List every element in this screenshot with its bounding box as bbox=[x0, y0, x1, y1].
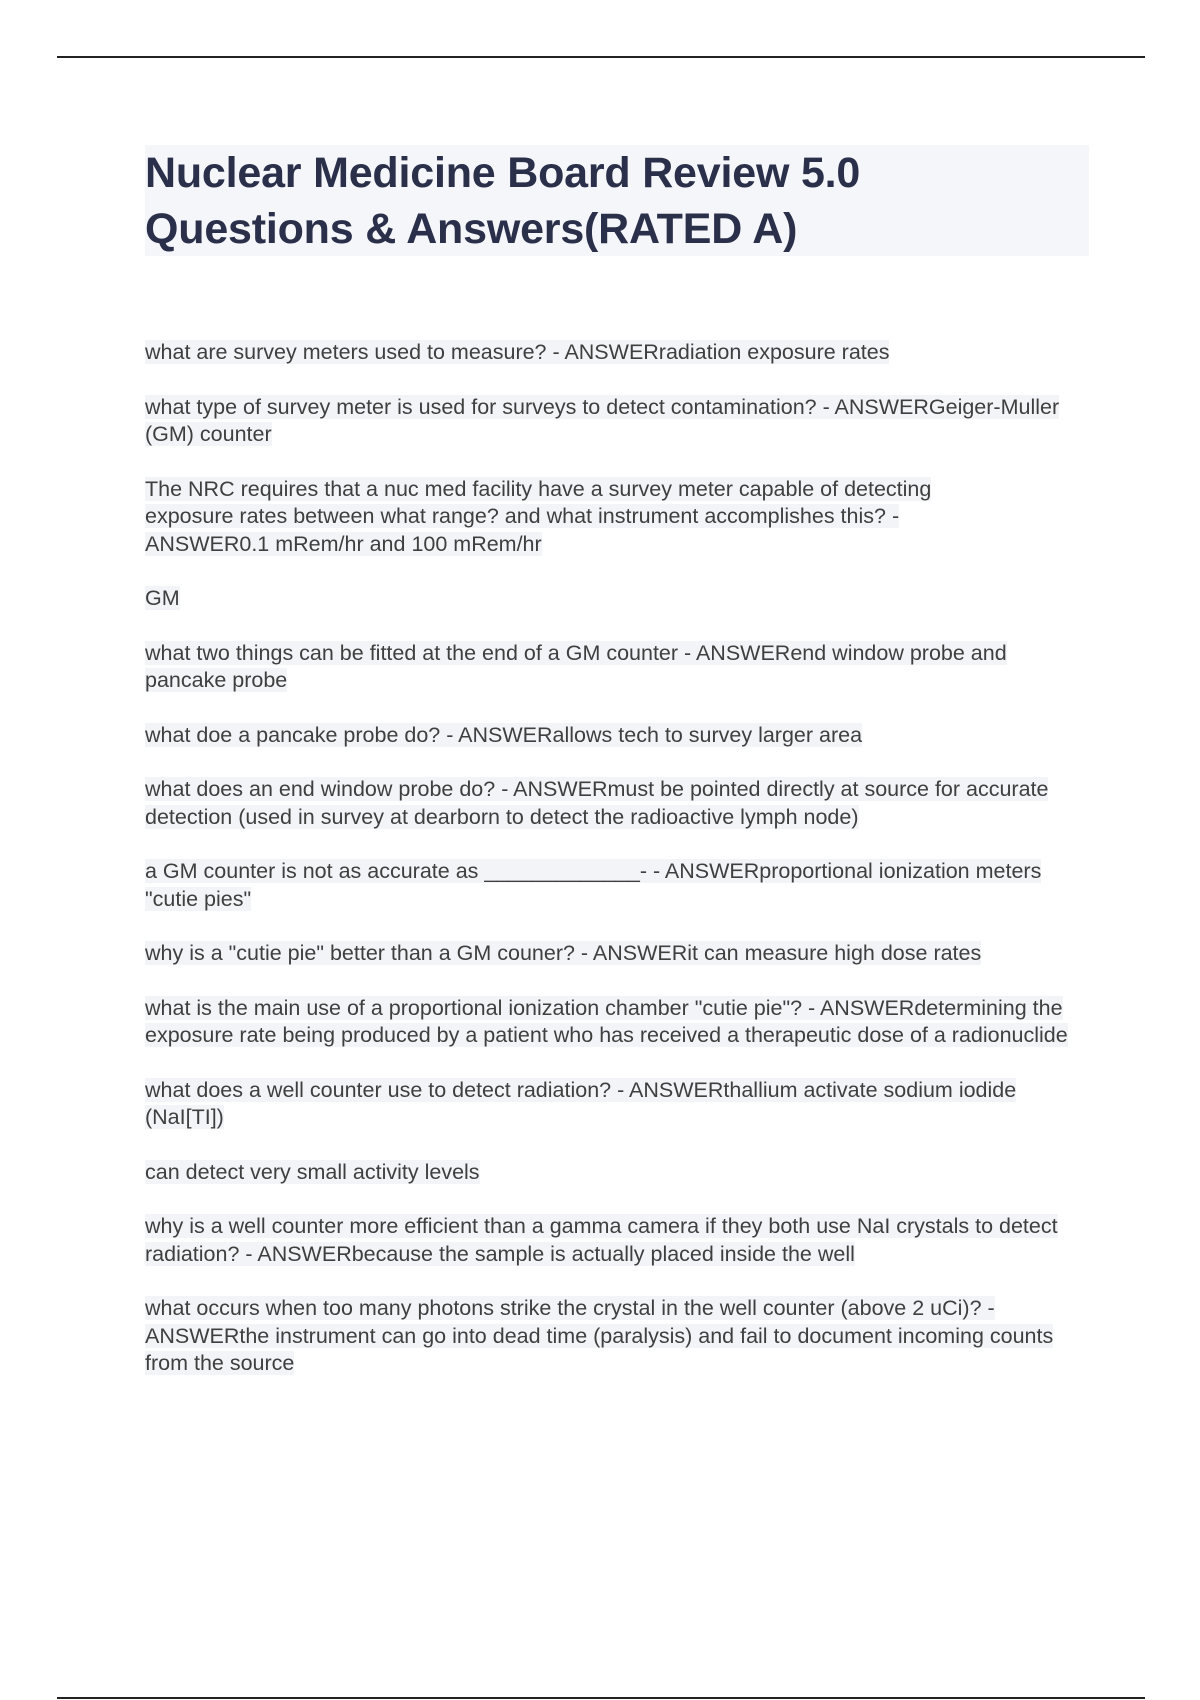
qa-entry: why is a "cutie pie" better than a GM couner? - ANSWERit can measure high dose rates bbox=[145, 941, 982, 965]
qa-entry: what type of survey meter is used for surveys to detect contamination? - ANSWERGeiger-Muller (GM) counter bbox=[145, 394, 1060, 446]
qa-entry: what occurs when too many photons strike the crystal in the well counter (above 2 uCi)? - ANSWERthe instrument can go into dead time (paralysis) and fail to document incoming counts from the source bbox=[145, 1296, 1054, 1375]
qa-entry: what does an end window probe do? - ANSWERmust be pointed directly at source for accurate detection (used in survey at dearborn to detect the radioactive lymph node) bbox=[145, 777, 1049, 829]
header-rule bbox=[57, 56, 1145, 58]
qa-entry: what is the main use of a proportional ionization chamber "cutie pie"? - ANSWERdetermining the exposure rate being produced by a patient who has received a therapeutic dose of a radionuclide bbox=[145, 995, 1068, 1047]
title-line-2: Questions & Answers(RATED A) bbox=[145, 205, 798, 253]
title-line-1: Nuclear Medicine Board Review 5.0 bbox=[145, 149, 861, 197]
qa-entry: what does a well counter use to detect radiation? - ANSWERthallium activate sodium iodide (NaI[TI]) bbox=[145, 1077, 1017, 1129]
qa-entry: what doe a pancake probe do? - ANSWERallows tech to survey larger area bbox=[145, 722, 863, 747]
footer-rule bbox=[57, 1697, 1145, 1699]
qa-entry: can detect very small activity levels bbox=[145, 1159, 480, 1184]
document-title bbox=[145, 145, 1089, 257]
qa-entry: what are survey meters used to measure? - ANSWERradiation exposure rates bbox=[145, 340, 890, 364]
qa-entry: a GM counter is not as accurate as _____________- - ANSWERproportional ionization meters "cutie pies" bbox=[145, 859, 1042, 911]
qa-list bbox=[145, 339, 1095, 1405]
qa-entry: what two things can be fitted at the end of a GM counter - ANSWERend window probe and pancake probe bbox=[145, 640, 1007, 692]
qa-entry: The NRC requires that a nuc med facility have a survey meter capable of detecting exposure rates between what range? and what instrument accomplishes this? - ANSWER0.1 mRem/hr and 100 mRem/hr bbox=[145, 476, 932, 556]
title-block bbox=[145, 145, 1089, 256]
qa-entry: why is a well counter more efficient than a gamma camera if they both use NaI crystals to detect radiation? - ANSWERbecause the sample is actually placed inside the well bbox=[145, 1214, 1058, 1266]
qa-entry: GM bbox=[145, 586, 180, 610]
